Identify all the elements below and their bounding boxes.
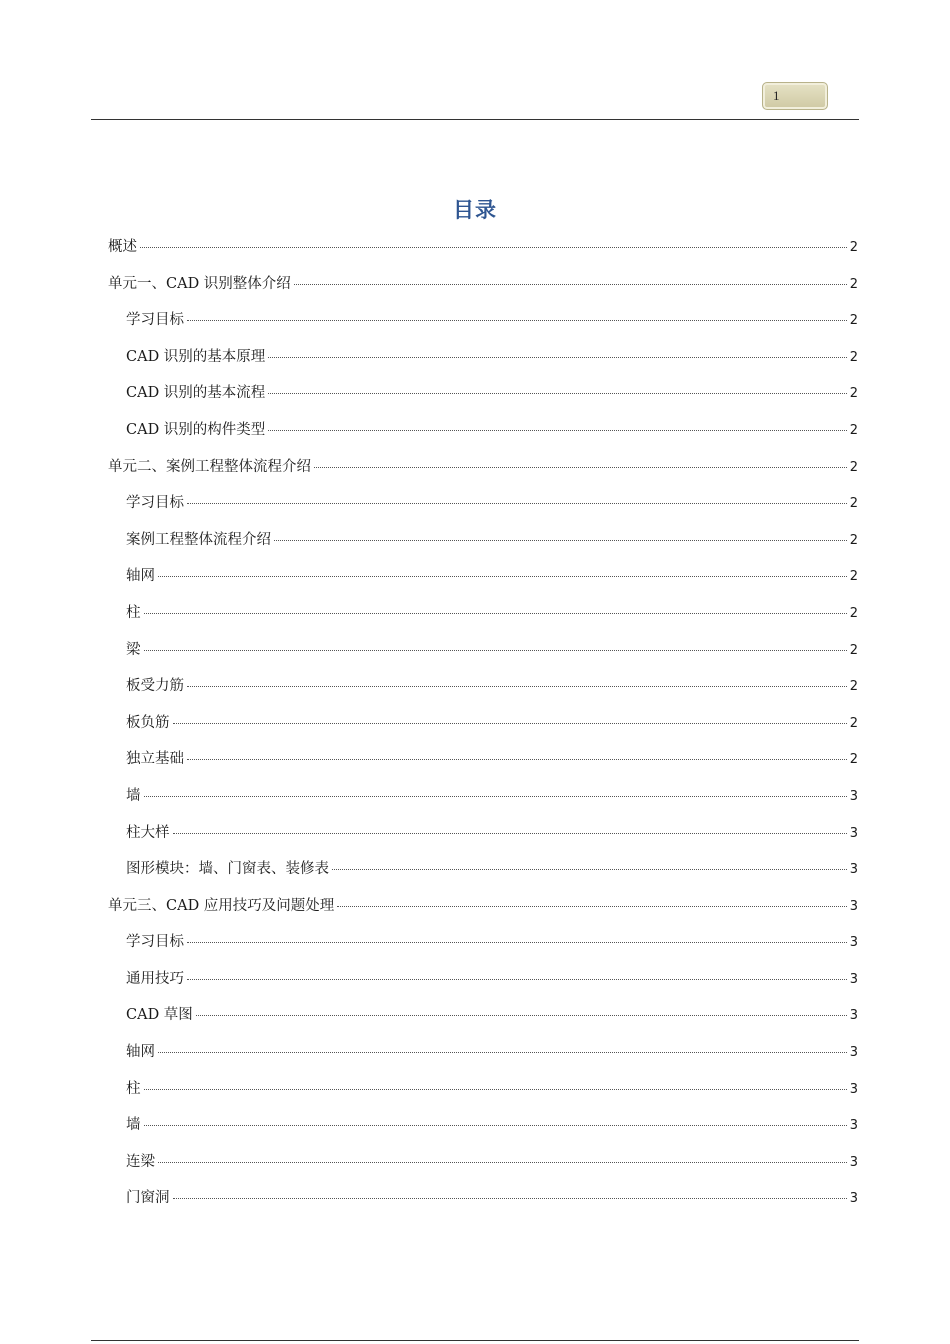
toc-entry[interactable] [108,746,858,783]
page-number-badge: 1 [762,82,828,110]
toc-entry[interactable] [108,307,858,344]
dot-leader [173,833,847,834]
toc-entry-title: 柱大样 [126,824,170,841]
toc-entry-page: 2 [849,422,858,438]
toc-entry[interactable] [108,1149,858,1186]
toc-entry-title: 板受力筋 [126,678,184,695]
toc-entry-page: 2 [849,532,858,548]
toc-entry[interactable] [108,673,858,710]
toc-entry-title: 案例工程整体流程介绍 [126,531,271,548]
toc-entry[interactable] [108,966,858,1003]
toc-entry[interactable] [108,600,858,637]
toc-entry-page: 2 [849,349,858,365]
toc-entry[interactable] [108,1039,858,1076]
toc-entry-page: 3 [849,1118,858,1134]
toc-entry-page: 2 [849,240,858,255]
toc-entry-page: 2 [849,276,858,292]
dot-leader [144,796,847,797]
toc-entry-title: 图形模块：墙、门窗表、装修表 [126,861,329,878]
toc-entry-title: 墙 [126,1117,141,1134]
toc-entry-title: 单元三、CAD 应用技巧及问题处理 [108,897,335,914]
toc-entry[interactable] [108,783,858,820]
toc-entry[interactable] [108,454,858,491]
toc-entry[interactable] [108,563,858,600]
toc-entry[interactable] [108,490,858,527]
toc-entry-title: 柱 [126,1080,141,1097]
toc-entry[interactable] [108,344,858,381]
toc-entry-title: CAD 识别的基本流程 [126,385,266,402]
toc-entry-page: 2 [849,605,858,621]
dot-leader [158,1162,847,1163]
dot-leader [274,540,847,541]
toc-entry-page: 3 [849,1154,858,1170]
toc-entry-title: 门窗洞 [126,1190,170,1207]
toc-entry-page: 2 [849,459,858,475]
dot-leader [187,759,847,760]
dot-leader [187,320,847,321]
dot-leader [187,503,847,504]
header-divider [91,119,859,120]
toc-entry-page: 3 [849,1191,858,1207]
toc-entry-page: 2 [849,386,858,402]
dot-leader [144,1089,847,1090]
dot-leader [187,686,847,687]
toc-entry-page: 2 [849,642,858,658]
toc-entry-title: 梁 [126,641,141,658]
toc-entry-page: 3 [849,1045,858,1061]
toc-entry-page: 3 [849,971,858,987]
toc-entry-title: 学习目标 [126,934,184,951]
toc-entry-title: 独立基础 [126,751,184,768]
dot-leader [314,467,847,468]
dot-leader [173,1198,847,1199]
dot-leader [196,1015,847,1016]
toc-entry[interactable] [108,417,858,454]
toc-entry-title: 柱 [126,604,141,621]
dot-leader [332,869,847,870]
toc-entry-page: 2 [849,496,858,512]
toc-entry-title: 学习目标 [126,312,184,329]
toc-entry[interactable] [108,527,858,564]
toc-entry-title: 学习目标 [126,495,184,512]
toc-entry-title: 轴网 [126,1044,155,1061]
toc-entry-page: 3 [849,825,858,841]
toc-entry-page: 3 [849,1008,858,1024]
toc-entry-page: 2 [849,715,858,731]
dot-leader [158,1052,847,1053]
dot-leader [268,393,846,394]
toc-entry-title: 板负筋 [126,714,170,731]
dot-leader [144,613,847,614]
toc-entry[interactable] [108,234,858,271]
dot-leader [144,650,847,651]
toc-entry-title: 概述 [108,239,137,255]
toc-entry-title: CAD 草图 [126,1007,193,1024]
toc-entry-title: 通用技巧 [126,970,184,987]
dot-leader [144,1125,847,1126]
toc-entry[interactable] [108,856,858,893]
dot-leader [268,430,846,431]
toc-entry-title: CAD 识别的构件类型 [126,421,266,438]
toc-entry-title: 墙 [126,787,141,804]
toc-entry-page: 3 [849,862,858,878]
toc-entry[interactable] [108,637,858,674]
toc-entry-page: 3 [849,898,858,914]
toc-entry[interactable] [108,380,858,417]
toc-entry-title: 轴网 [126,568,155,585]
toc-entry-page: 3 [849,1081,858,1097]
toc-entry-title: 连梁 [126,1153,155,1170]
toc-entry[interactable] [108,1076,858,1113]
dot-leader [173,723,847,724]
dot-leader [187,942,847,943]
toc-entry-page: 2 [849,569,858,585]
toc-entry-page: 2 [849,313,858,329]
dot-leader [158,576,847,577]
toc-entry[interactable] [108,1112,858,1149]
dot-leader [294,284,847,285]
dot-leader [268,357,846,358]
toc-entry[interactable] [108,1185,858,1222]
toc-entry[interactable] [108,893,858,930]
dot-leader [187,979,847,980]
toc-entry-title: CAD 识别的基本原理 [126,348,266,365]
toc-entry-page: 3 [849,935,858,951]
footer-divider [91,1340,859,1341]
table-of-contents [108,234,858,1222]
toc-entry-title: 单元一、CAD 识别整体介绍 [108,275,291,292]
toc-entry[interactable] [108,1002,858,1039]
toc-title: 目录 [453,198,497,222]
toc-entry-title: 单元二、案例工程整体流程介绍 [108,458,311,475]
toc-entry-page: 2 [849,752,858,768]
dot-leader [140,247,847,248]
toc-entry[interactable] [108,271,858,308]
toc-entry[interactable] [108,820,858,857]
toc-entry[interactable] [108,929,858,966]
toc-entry-page: 3 [849,788,858,804]
dot-leader [337,906,846,907]
toc-entry-page: 2 [849,679,858,695]
toc-entry[interactable] [108,710,858,747]
